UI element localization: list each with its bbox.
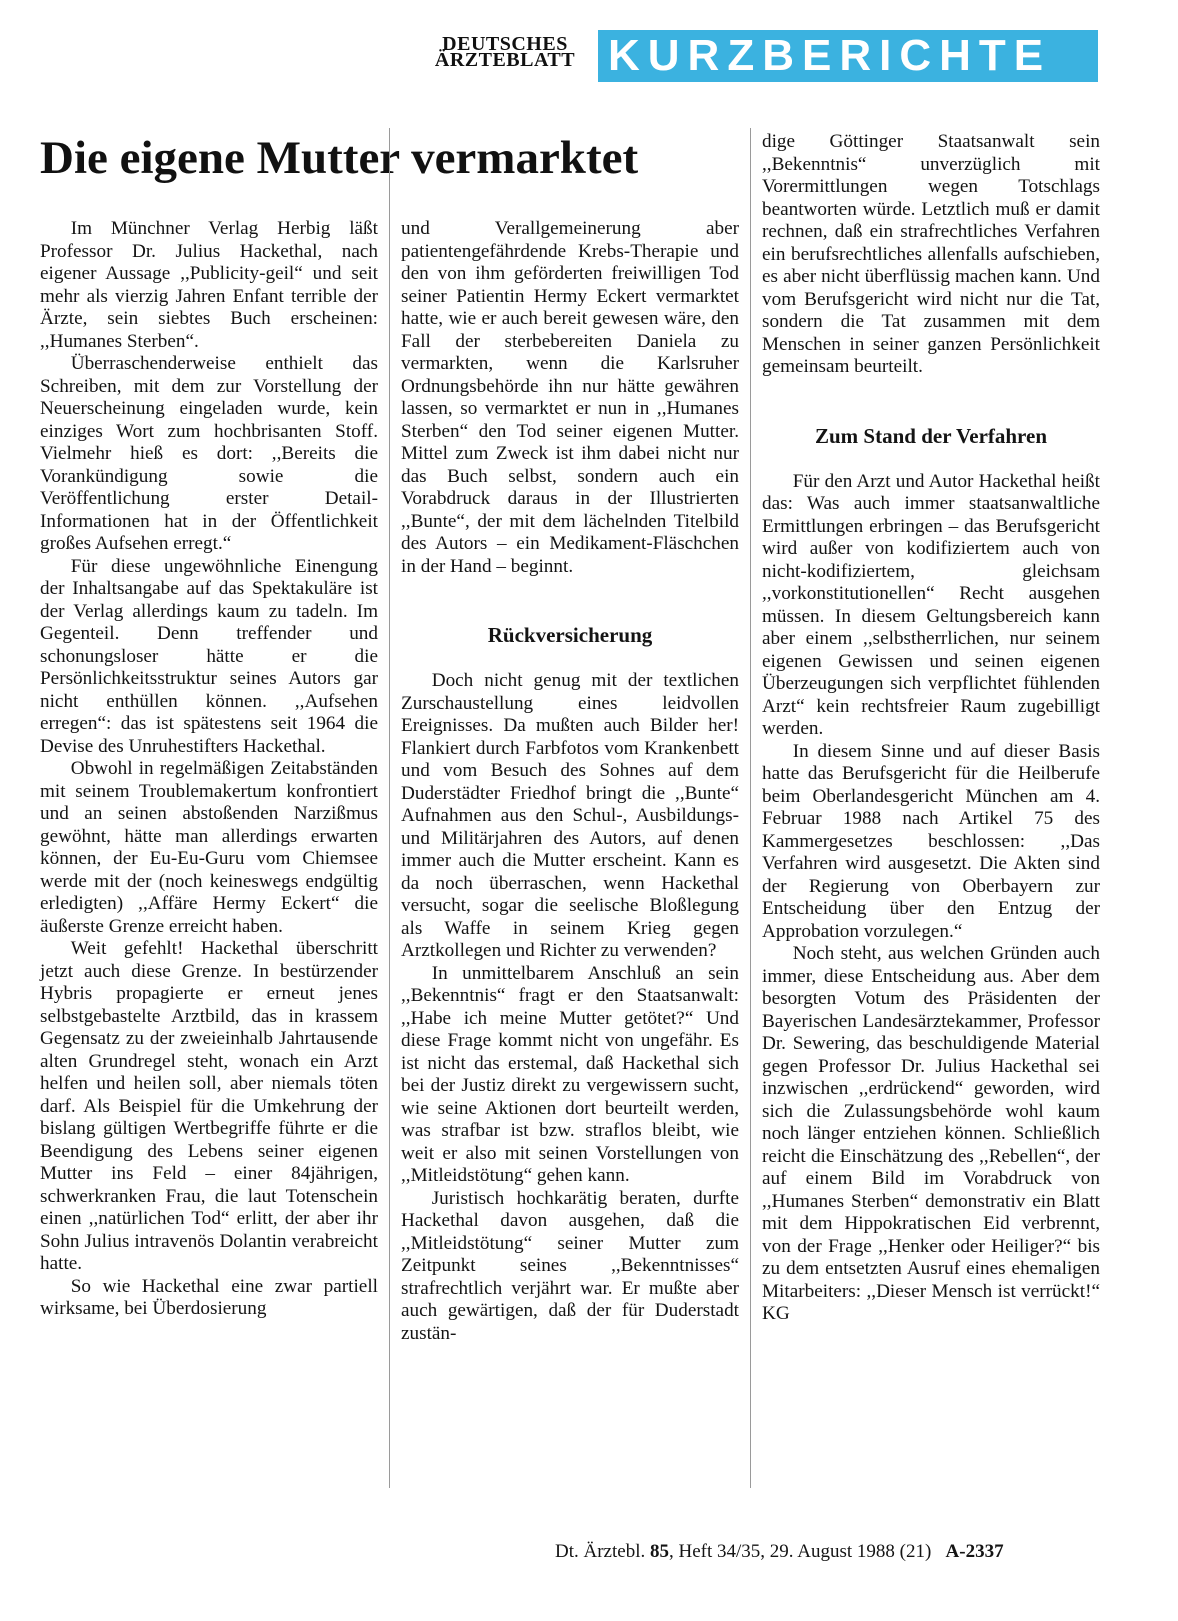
paragraph: Überraschenderweise enthielt das Schreiben, mit dem zur Vorstellung der Neuerscheinung eingeladen wurde, kein einziges Wort zum hochbrisanten Stoff. Vielmehr hieß es dort: ,,Bereits die Vorankündigung sowie die Veröffentlichung erster Detail-Informationen hat in der Öffentlichkeit großes Aufsehen erregt.“ bbox=[40, 353, 378, 554]
paragraph: Für den Arzt und Autor Hackethal heißt das: Was auch immer staatsanwaltliche Ermittlungen erbringen – das Berufsgericht wird außer von kodifiziertem auch von nicht-kodifiziertem, gleichsam ,,vorkonstitutionellen“ Recht ausgehen müssen. In diesem Geltungsbereich kann aber einem ,,selbstherrlichen, nur seinem eigenen Gewissen und seinen eigenen Überzeugungen sich verpflichtet fühlenden Arzt“ kein rechtsfreier Raum zugebilligt werden. bbox=[762, 470, 1100, 739]
footer-page-number: A-2337 bbox=[945, 1541, 1004, 1562]
subheading-rueckversicherung: Rückversicherung bbox=[487, 623, 653, 647]
paragraph: dige Göttinger Staatsanwalt sein ,,Bekenntnis“ unverzüglich mit Vorermittlungen wegen Totschlags beantworten würde. Letztlich muß er damit rechnen, daß ein strafrechtliches Verfahren ein berufsrechtliches allenfalls aufschieben, es aber nicht überflüssig machen kann. Und vom Berufsgericht wird nicht nur die Tat, sondern die Tat zusammen mit dem Menschen in seiner ganzen Persönlichkeit gemeinsam beurteilt. bbox=[762, 131, 1100, 377]
paragraph: Im Münchner Verlag Herbig läßt Professor Dr. Julius Hackethal, nach eigener Aussage ,,Publicity-geil“ und seit mehr als vierzig Jahren Enfant terrible der Ärzte, sein siebtes Buch erscheinen: ,,Humanes Sterben“. bbox=[40, 218, 378, 352]
paragraph: und Verallgemeinerung aber patientengefährdende Krebs-Therapie und den von ihm geförderten freiwilligen Tod seiner Patientin Hermy Eckert vermarktet hatte, wie er auch bereit gewesen wäre, den Fall der sterbebereiten Daniela zu vermarkten, wenn die Karlsruher Ordnungsbehörde ihn nur hätte gewähren lassen, so vermarktet er nun in ,,Humanes Sterben“ den Tod seiner eigenen Mutter. Mittel zum Zweck ist ihm dabei nicht nur das Buch selbst, sondern auch ein Vorabdruck daraus in der Illustrierten ,,Bunte“, der mit dem lächelnden Titelbild des Autors – ein Medikament-Fläschchen in der Hand – beginnt. bbox=[401, 218, 739, 577]
footer-journal: Dt. Ärztebl. bbox=[555, 1541, 646, 1562]
subheading-verfahren: Zum Stand der Verfahren bbox=[814, 423, 1047, 448]
page-footer bbox=[555, 1540, 1004, 1564]
article-column-2 bbox=[401, 218, 739, 1345]
section-band bbox=[598, 30, 1098, 82]
paragraph: So wie Hackethal eine zwar partiell wirksame, bei Überdosierung bbox=[40, 1275, 378, 1319]
paragraph: Juristisch hochkarätig beraten, durfte Hackethal davon ausgehen, daß die ,,Mitleidstötung“ seiner Mutter zum Zeitpunkt seines ,,Bekenntnisses“ strafrechtlich verjährt war. Er mußte aber auch gewärtigen, daß der für Duderstadt zustän- bbox=[401, 1187, 739, 1344]
article-title: Die eigene Mutter vermarktet bbox=[40, 132, 639, 184]
article-column-3 bbox=[762, 131, 1100, 1326]
logo-line-2: ÄRZTEBLATT bbox=[434, 49, 576, 71]
paragraph: Weit gefehlt! Hackethal überschritt jetzt auch diese Grenze. In bestürzender Hybris propagierte er erneut jenes selbstgebastelte Arztbild, das in krassem Gegensatz zu der zweieinhalb Jahrtausende alten Grundregel steht, wonach ein Arzt helfen und heilen soll, aber niemals töten darf. Als Beispiel für die Umkehrung der bislang gültigen Wertbegriffe führte er die Beendigung des Lebens seiner eigenen Mutter ins Feld – einer 84jährigen, schwerkranken Frau, die laut Totenschein einen ,,natürlichen Tod“ erlitt, der aber ihr Sohn Julius intravenös Dolantin verabreicht hatte. bbox=[40, 938, 378, 1274]
footer-issue: , Heft 34/35, 29. August 1988 (21) bbox=[668, 1541, 932, 1562]
journal-logo bbox=[420, 33, 590, 71]
logo-line-1: DEUTSCHES bbox=[442, 33, 568, 55]
paragraph: Noch steht, aus welchen Gründen auch immer, diese Entscheidung aus. Aber dem besorgten Votum des Präsidenten der Bayerischen Landesärztekammer, Professor Dr. Sewering, das beschuldigende Material gegen Professor Dr. Julius Hackethal sei inzwischen ,,erdrückend“ geworden, wird sich die Zulassungsbehörde wohl kaum noch länger entziehen können. Schließlich reicht die Einschätzung des ,,Rebellen“, der auf einem Bild im Vorabdruck von ,,Humanes Sterben“ demonstrativ ein Blatt mit dem Hippokratischen Eid verbrennt, von der Frage ,,Henker oder Heiliger?“ bis zu dem entsetzten Ausruf eines ehemaligen Mitarbeiters: ,,Dieser Mensch ist verrückt!“ KG bbox=[762, 943, 1100, 1324]
paragraph: In unmittelbarem Anschluß an sein ,,Bekenntnis“ fragt er den Staatsanwalt: ,,Habe ich meine Mutter getötet?“ Und diese Frage kommt nicht von ungefähr. Es ist nicht das erstemal, daß Hackethal sich bei der Justiz direkt zu vergewissern sucht, wie seine Aktionen dort beurteilt werden, was strafbar ist bzw. straflos bleibt, wie weit er also mit seinen Vorstellungen von ,,Mitleidstötung“ gehen kann. bbox=[401, 962, 739, 1186]
paragraph: Doch nicht genug mit der textlichen Zurschaustellung eines leidvollen Ereignisses. Da mußten auch Bilder her! Flankiert durch Farbfotos vom Krankenbett und vom Besuch des Sohnes auf dem Duderstädter Friedhof bringt die ,,Bunte“ Aufnahmen aus den Schul-, Ausbildungs- und Militärjahren des Autors, auf denen immer auch die Mutter erscheint. Kann es da noch überraschen, wenn Hackethal versucht, sogar die seelische Bloßlegung als Waffe in seinem Krieg gegen Arztkollegen und Richter zu verwenden? bbox=[401, 670, 739, 961]
article-column-1 bbox=[40, 218, 378, 1321]
section-title: KURZBERICHTE bbox=[608, 31, 1052, 80]
paragraph: Für diese ungewöhnliche Einengung der Inhaltsangabe auf das Spektakuläre ist der Verlag allerdings kaum zu tadeln. Im Gegenteil. Denn treffender und schonungsloser hätte er die Persönlichkeitsstruktur seines Autors gar nicht enthüllen können. ,,Aufsehen erregen“: das ist spätestens seit 1964 die Devise des Unruhestifters Hackethal. bbox=[40, 555, 378, 757]
footer-volume: 85 bbox=[649, 1541, 669, 1562]
column-divider bbox=[750, 128, 751, 1488]
paragraph: In diesem Sinne und auf dieser Basis hatte das Berufsgericht für die Heilberufe beim Oberlandesgericht München am 4. Februar 1988 nach Artikel 75 des Kammergesetzes beschlossen: ,,Das Verfahren wird ausgesetzt. Die Akten sind der Regierung von Oberbayern zur Entscheidung über den Entzug der Approbation vorzulegen.“ bbox=[762, 740, 1100, 942]
column-divider bbox=[389, 128, 390, 1488]
paragraph: Obwohl in regelmäßigen Zeitabständen mit seinem Troublemakertum konfrontiert und an seinen abstoßenden Narzißmus gewöhnt, hätte man allerdings erwarten können, der Eu-Eu-Guru vom Chiemsee werde mit der (noch keineswegs endgültig erledigten) ,,Affäre Hermy Eckert“ die äußerste Grenze erreicht haben. bbox=[40, 758, 378, 937]
